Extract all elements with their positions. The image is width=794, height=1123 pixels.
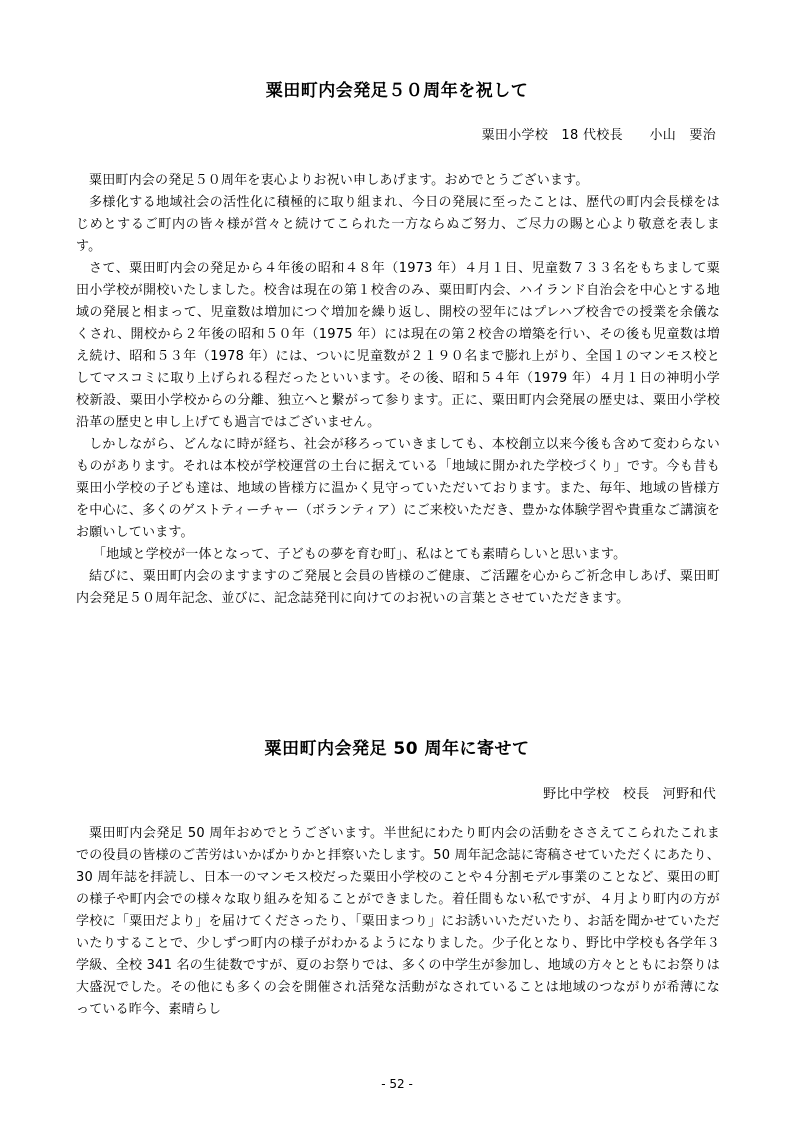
article1-paragraph: しかしながら、どんなに時が経ち、社会が移ろっていきましても、本校創立以来今後も含めて変わらないものがあります。それは本校が学校運営の土台に据えている「地域に開かれた学校づくり」です。今も昔も粟田小学校の子ども達は、地域の皆様方に温かく見守っていただいております。また、毎年、地域の皆様方を中心に、多くのゲストティーチャー（ボランティア）にご来校いただき、豊かな体験学習や貴重なご講演をお願いしています。: [76, 437, 720, 540]
article2-title: 粟田町内会発足 50 周年に寄せて: [264, 739, 530, 759]
article1-paragraph: さて、粟田町内会の発足から４年後の昭和４８年（1973 年）４月１日、児童数７３３名をもちまして粟田小学校が開校いたしました。校舎は現在の第１校舎のみ、粟田町内会、ハイランド自治会を中心とする地域の発展と相まって、児童数は増加につぐ増加を繰り返し、開校の翌年にはプレハブ校舎での授業を余儀なくされ、開校から２年後の昭和５０年（1975 年）には現在の第２校舎の増築を行い、その後も児童数は増え続け、昭和５３年（1978 年）には、ついに児童数が２１９０名まで膨れ上がり、全国１のマンモス校としてマスコミに取り上げられる程だったといいます。その後、昭和５４年（1979 年）４月１日の神明小学校新設、粟田小学校からの分離、独立へと繋がって参ります。正に、粟田町内会発展の歴史は、粟田小学校沿革の歴史と申し上げても過言ではございません。: [76, 261, 720, 430]
article1-paragraph: 粟田町内会の発足５０周年を衷心よりお祝い申しあげます。おめでとうございます。: [89, 173, 589, 188]
article1-paragraph: 多様化する地域社会の活性化に積極的に取り組まれ、今日の発展に至ったことは、歴代の町内会長様をはじめとするご町内の皆々様が営々と続けてこられた一方ならぬご努力、ご尽力の賜と心より敬意を表します。: [76, 195, 720, 254]
page-number: - 52 -: [381, 1077, 413, 1091]
article1-paragraph: 結びに、粟田町内会のますますのご発展と会員の皆様のご健康、ご活躍を心からご祈念申しあげ、粟田町内会発足５０周年記念、並びに、記念誌発刊に向けてのお祝いの言葉とさせていただきます。: [76, 569, 720, 606]
article1-title: 粟田町内会発足５０周年を祝して: [265, 81, 529, 101]
article2-paragraph: 粟田町内会発足 50 周年おめでとうございます。半世紀にわたり町内会の活動をささえてこられたこれまでの役員の皆様のご苦労はいかばかりかと拝察いたします。50 周年記念誌に寄稿させていただくにあたり、30 周年誌を拝読し、日本一のマンモス校だった粟田小学校のことや４分割モデル事業のことなど、粟田の町の様子や町内会での様々な取り組みを知ることができました。着任間もない私ですが、４月より町内の方が学校に「粟田だより」を届けてくださったり、「粟田まつり」にお誘いいただいたり、お話を聞かせていただいたりすることで、少しずつ町内の様子がわかるようになりました。少子化となり、野比中学校も各学年３学級、全校 341 名の生徒数ですが、夏のお祭りでは、多くの中学生が参加し、地域の方々とともにお祭りは大盛況でした。その他にも多くの会を開催され活発な活動がなされていることは地域のつながりが希薄になっている昨今、素晴らし: [76, 826, 720, 1017]
article1-body: [76, 170, 720, 610]
article2-author: 野比中学校 校長 河野和代: [543, 787, 716, 802]
article1-paragraph: 「地域と学校が一体となって、子どもの夢を育む町」、私はとても素晴らしいと思います。: [92, 547, 627, 562]
article2-body: [76, 823, 720, 1021]
article1-author: 粟田小学校 18 代校長 小山 要治: [481, 128, 716, 143]
